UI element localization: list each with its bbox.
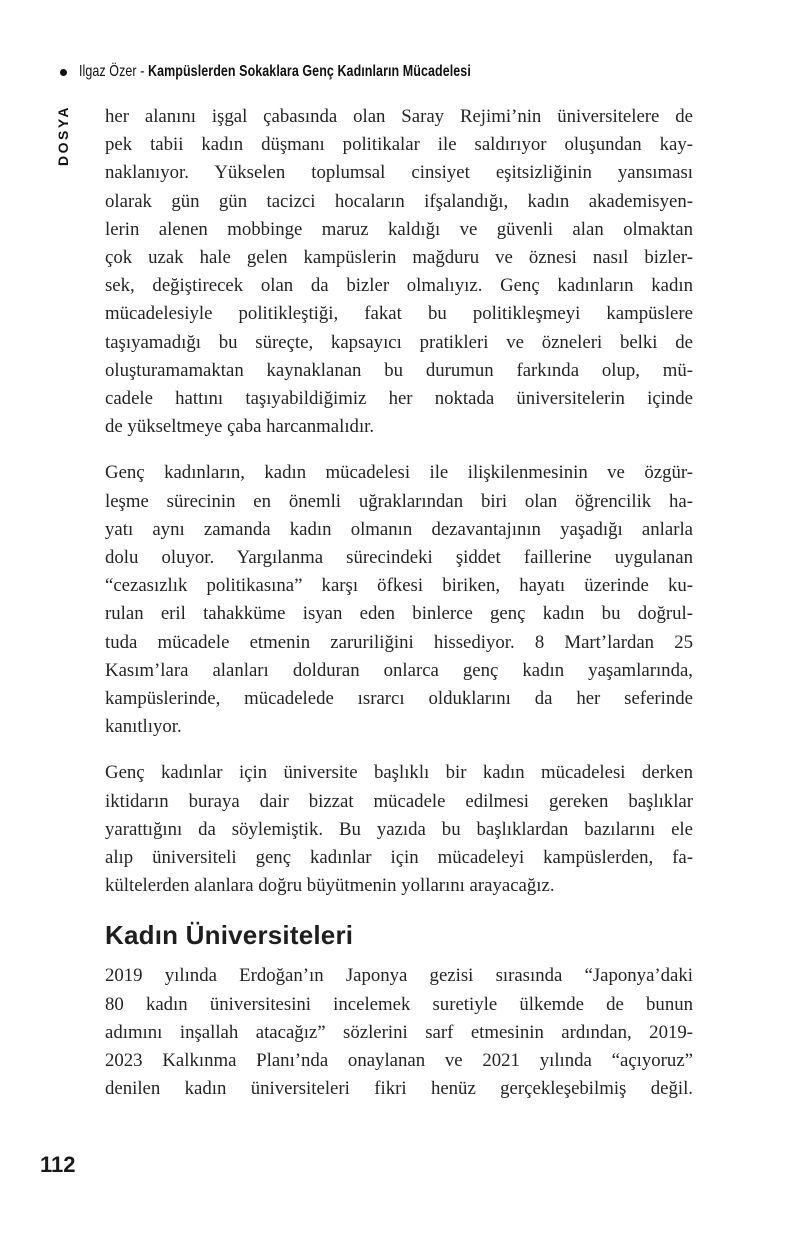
paragraph <box>105 103 693 441</box>
text-line: kampüslerinde, mücadelede ısrarcı olduklarını da her seferinde <box>105 688 693 710</box>
text-line: yatı aynı zamanda kadın olmanın dezavantajının yaşadığı anlarla <box>105 518 693 540</box>
text-line: Genç kadınların, kadın mücadelesi ile ilişkilenmesinin ve özgür- <box>105 462 693 484</box>
text-line: pek tabii kadın düşmanı politikalar ile saldırıyor oluşundan kay- <box>105 134 693 156</box>
text-line: 80 kadın üniversitesini incelemek suretiyle ülkemde de bunun <box>105 993 693 1015</box>
paragraph <box>105 459 693 741</box>
text-line: adımını inşallah atacağız” sözlerini sarf etmesinin ardından, 2019- <box>105 1021 693 1043</box>
text-line: olarak gün gün tacizci hocaların ifşalandığı, kadın akademisyen- <box>105 190 693 212</box>
text-line: sek, değiştirecek olan da bizler olmalıyız. Genç kadınların kadın <box>105 275 693 297</box>
text-line: 2023 Kalkınma Planı’nda onaylanan ve 2021 yılında “açıyoruz” <box>105 1050 693 1072</box>
text-line: naklanıyor. Yükselen toplumsal cinsiyet eşitsizliğinin yansıması <box>105 162 693 184</box>
text-line: Genç kadınlar için üniversite başlıklı bir kadın mücadelesi derken <box>105 762 693 784</box>
paragraph <box>105 759 693 900</box>
text-line: “cezasızlık politikasına” karşı öfkesi biriken, hayatı üzerinde ku- <box>105 575 693 597</box>
text-line: lerin alenen mobbinge maruz kaldığı ve güvenli alan olmaktan <box>105 218 693 240</box>
text-line: her alanını işgal çabasında olan Saray Rejimi’nin üniversitelere de <box>105 106 693 127</box>
bullet-icon <box>60 69 67 76</box>
side-label-dosya: DOSYA <box>55 104 71 166</box>
text-line: taşıyamadığı bu süreçte, kapsayıcı pratikleri ve özneleri belki de <box>105 331 693 353</box>
running-header <box>60 63 581 81</box>
content <box>105 103 693 1122</box>
text-line: cadele hattını taşıyabildiğimiz her noktada üniversitelerin içinde <box>105 388 693 410</box>
text-line: de yükseltmeye çaba harcanmalıdır. <box>105 416 375 438</box>
text-line: iktidarın buraya dair bizzat mücadele edilmesi gereken başlıklar <box>105 790 693 812</box>
text-line: leşme sürecinin en önemli uğraklarından biri olan öğrencilik ha- <box>105 490 693 512</box>
header-separator: - <box>136 63 148 80</box>
text-line: kültelerden alanlara doğru büyütmenin yollarını arayacağız. <box>105 875 555 897</box>
text-line: çok uzak hale gelen kampüslerin mağduru ve öznesi nasıl bizler- <box>105 247 693 269</box>
text-line: 2019 yılında Erdoğan’ın Japonya gezisi sırasında “Japonya’daki <box>105 965 693 987</box>
page-number: 112 <box>40 1152 76 1177</box>
text-line: oluşturamamaktan kaynaklanan bu durumun farkında olup, mü- <box>105 359 693 381</box>
text-line: rulan eril tahakküme isyan eden binlerce genç kadın bu doğrul- <box>105 603 693 625</box>
running-header-text <box>79 63 471 81</box>
text-line: denilen kadın üniversiteleri fikri henüz gerçekleşebilmiş değil. <box>105 1078 693 1100</box>
text-line: yarattığını da söylemiştik. Bu yazıda bu başlıklardan bazılarını ele <box>105 818 693 840</box>
paragraph <box>105 962 693 1103</box>
text-line: tuda mücadele etmenin zaruriliğini hissediyor. 8 Mart’lardan 25 <box>105 631 693 653</box>
text-line: dolu oluyor. Yargılanma sürecindeki şiddet faillerine uygulanan <box>105 547 693 569</box>
text-line: alıp üniversiteli genç kadınlar için mücadeleyi kampüslerden, fa- <box>105 847 693 869</box>
header-author: Ilgaz Özer <box>79 63 137 80</box>
text-line: Kasım’lara alanları dolduran onlarca genç kadın yaşamlarında, <box>105 659 693 681</box>
header-article-title: Kampüslerden Sokaklara Genç Kadınların Mücadelesi <box>147 63 471 80</box>
section-heading: Kadın Üniversiteleri <box>105 920 354 951</box>
text-line: mücadelesiyle politikleştiği, fakat bu politikleşmeyi kampüslere <box>105 303 693 325</box>
text-line: kanıtlıyor. <box>105 716 182 738</box>
